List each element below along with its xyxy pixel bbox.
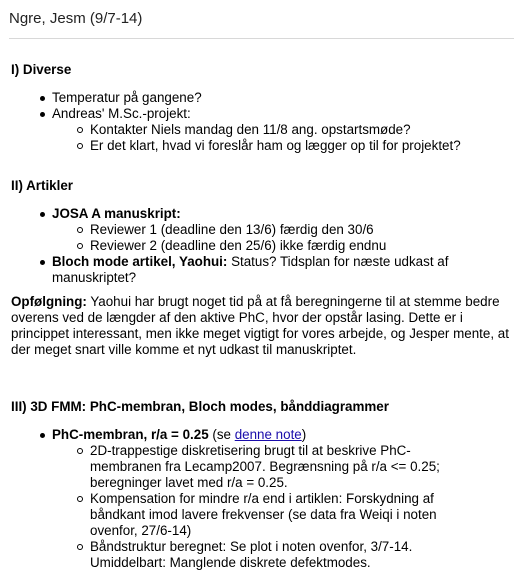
bloch-label: Bloch mode artikel, Yaohui:: [52, 254, 228, 269]
section-heading-diverse: I) Diverse: [11, 62, 72, 77]
followup-label: Opfølgning:: [11, 294, 87, 309]
list-item: Bloch mode artikel, Yaohui: Status? Tidsplan for næste udkast af manuskriptet?: [36, 254, 496, 286]
sub-list: [72, 443, 472, 571]
title-divider: [9, 38, 514, 39]
section-heading-artikler: II) Artikler: [11, 178, 74, 193]
list-item: PhC-membran, r/a = 0.25 (se denne note) 2D-trappestige diskretisering brugt til at beskrive PhC-membranen fra Lecamp2007. Begrænsning på r/a <= 0.25; beregninger lavet med r/a = 0.25. Kompensation for mindre r/a end i artiklen: Forskydning af båndkant imod lavere frekvenser (se data fra Weiqi i noten ovenfor, 27/6-14) Båndstruktur beregnet: Se plot i noten ovenfor, 3/7-14. Umiddelbart: Manglende diskrete defektmodes.: [36, 427, 496, 571]
list-item: [36, 206, 496, 254]
sub-list-item: Er det klart, hvad vi foreslår ham og lægger op til for projektet?: [72, 138, 516, 154]
sub-list-item: Reviewer 1 (deadline den 13/6) færdig den 30/6: [72, 222, 496, 238]
page-title: Ngre, Jesm (9/7-14): [9, 10, 143, 27]
followup-paragraph: Opfølgning: Yaohui har brugt noget tid på at få beregningerne til at stemme bedre overens ved de længder af den aktive PhC, hvor der opstår lasing. Dette er i princippet interessant, men ikke meget vigtigt for vores arbejde, og Jesper mente, at der meget snart ville komme et nyt udkast til manuskriptet.: [11, 294, 509, 357]
sub-list-item: 2D-trappestige diskretisering brugt til at beskrive PhC-membranen fra Lecamp2007. Begrænsning på r/a <= 0.25; beregninger lavet med r/a = 0.25.: [72, 443, 472, 491]
fmm-list: [36, 427, 496, 571]
diverse-list: [36, 90, 516, 154]
note-link[interactable]: denne note: [234, 427, 302, 442]
phc-label: PhC-membran, r/a = 0.25: [52, 427, 209, 442]
artikler-list: [36, 206, 496, 286]
sub-list-item: Reviewer 2 (deadline den 25/6) ikke færdig endnu: [72, 238, 496, 254]
josa-label: JOSA A manuskript:: [52, 206, 181, 221]
list-item: Temperatur på gangene?: [36, 90, 516, 106]
sub-list-item: Båndstruktur beregnet: Se plot i noten ovenfor, 3/7-14. Umiddelbart: Manglende diskrete defektmodes.: [72, 539, 472, 571]
sub-list: [72, 122, 516, 154]
sub-list-item: Kompensation for mindre r/a end i artiklen: Forskydning af båndkant imod lavere frekvenser (se data fra Weiqi i noten ovenfor, 27/6-14): [72, 491, 472, 539]
sub-list-item: Kontakter Niels mandag den 11/8 ang. opstartsmøde?: [72, 122, 516, 138]
sub-list: [72, 222, 496, 254]
section-heading-fmm: III) 3D FMM: PhC-membran, Bloch modes, bånddiagrammer: [11, 399, 389, 414]
list-item: Andreas' M.Sc.-projekt: Kontakter Niels mandag den 11/8 ang. opstartsmøde? Er det klart, hvad vi foreslår ham og lægger op til for projektet?: [36, 106, 516, 154]
